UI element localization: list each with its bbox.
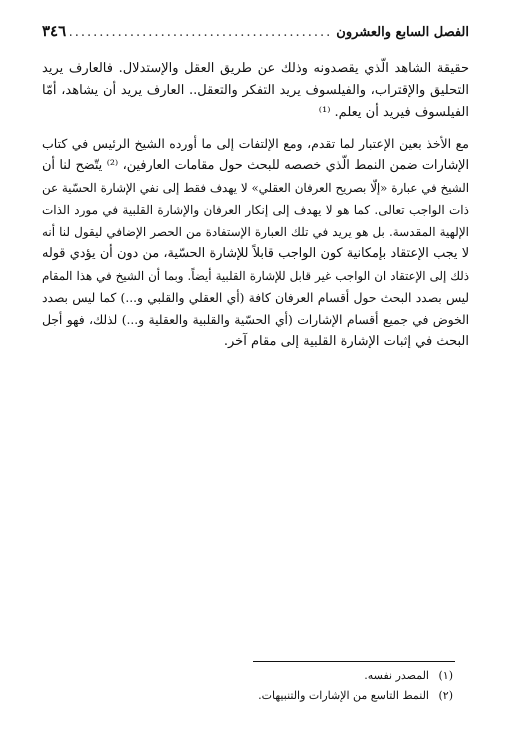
footnote-item (42, 686, 453, 706)
footnote-text: النمط التاسع من الإشارات والتنبيهات. (258, 689, 429, 702)
text-line: حقيقة الشاهد الّذي يقصدونه وذلك عن طريق العقل والإستدلال. فالعارف يريد (42, 61, 469, 76)
text-line: البحث في إثبات الإشارة القلبية إلى مقام آخر. (223, 334, 469, 349)
text-line: ليس بصدد البحث حول أقسام العرفان كافة (أي العقلي والقلبي و...) كما ليس بصدد (42, 291, 469, 305)
text-line: مع الأخذ بعين الإعتبار لما تقدم، ومع الإلتفات إلى ما أورده الشيخ الرئيس في كتاب (42, 136, 469, 151)
text-line: التحليق والإقتراب، والفيلسوف يريد التفكر والتعقل.. العارف يريد أن يشاهد، أمّا (42, 83, 469, 98)
text-line: ذات الواجب تعالى. كما هو لا يهدف إلى إنكار العرفان والإشارة القلبية في مورد الذات (42, 203, 469, 217)
text-line: الشيخ في عبارة «إلّا بصريح العرفان العقلي» لا يهدف فقط إلى نفي الإشارة الحسّية عن (42, 181, 469, 195)
running-header (42, 22, 469, 44)
paragraph (42, 133, 469, 353)
footnotes (42, 666, 453, 706)
text-line: الفيلسوف فيريد أن يعلم. ⁽¹⁾ (318, 105, 469, 120)
footnote-number: (١) (438, 669, 453, 682)
footnote-number: (٢) (438, 689, 453, 702)
paragraph (42, 58, 469, 124)
chapter-title: الفصل السابع والعشرون (336, 25, 469, 40)
footnote-text: المصدر نفسه. (364, 669, 429, 682)
text-line: ذلك إلى الإعتقاد ان الواجب غير قابل للإشارة القلبية أيضاً. وبما أن الشيخ في هذا المقام (42, 269, 469, 283)
text-line: الخوض في جميع أقسام الإشارات (أي الحسّية والقلبية والعقلية و...) لذلك، فهو أجل (42, 313, 469, 327)
footnote-separator (253, 661, 455, 662)
main-text (42, 58, 469, 353)
leader-dots (70, 25, 332, 40)
text-line: لا يجب الإعتقاد بإمكانية كون الواجب قابلاً للإشارة الحسّية، من دون أن يؤدي قوله (42, 246, 469, 261)
text-line: الإشارات ضمن النمط الّذي خصصه للبحث حول مقامات العارفين، ⁽²⁾ يتّضح لنا أن (42, 158, 469, 173)
text-line: الإلهية المقدسة. بل هو يريد في تلك العبارة الإستفادة من الحصر الإضافي ليقول لنا أنه (42, 225, 469, 239)
footnote-item (42, 666, 453, 686)
page-number: ٣٤٦ (42, 22, 67, 40)
